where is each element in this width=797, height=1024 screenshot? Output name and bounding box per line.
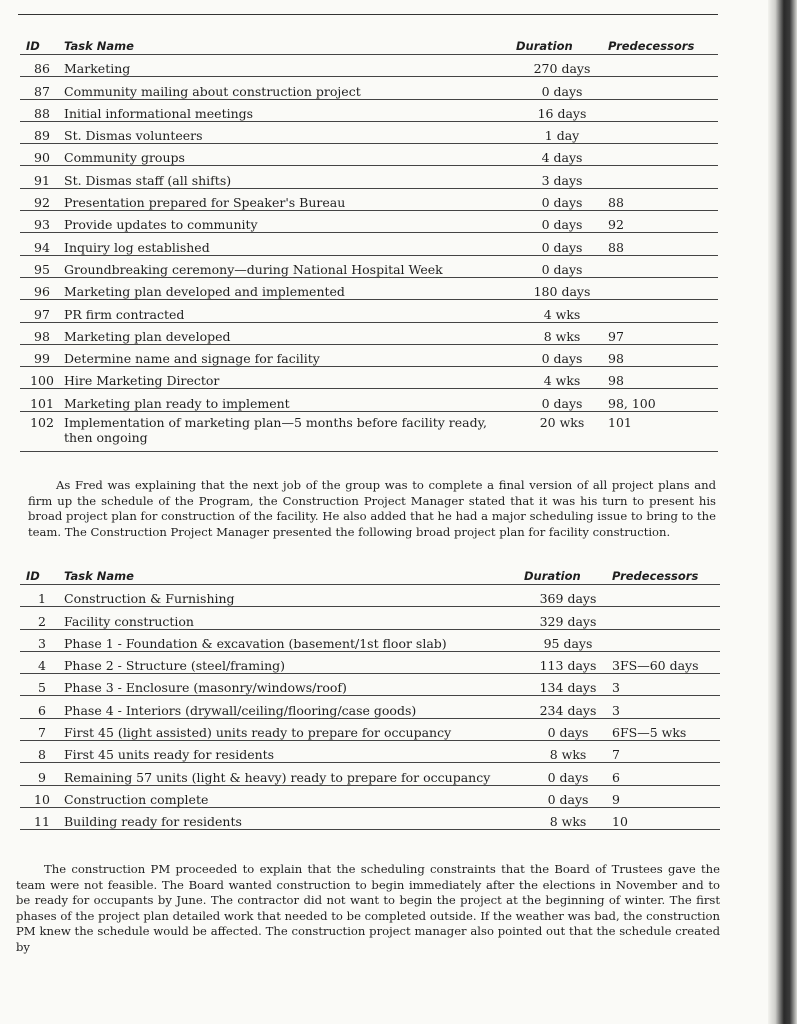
table-row: [20, 99, 718, 121]
header-duration: Duration: [524, 569, 581, 583]
task-duration: 4 days: [516, 144, 608, 166]
table-row: [20, 389, 718, 411]
task-id: 88: [20, 99, 64, 121]
table-row: [20, 807, 720, 829]
task-id: 97: [20, 300, 64, 322]
task-id: 91: [20, 166, 64, 188]
task-id: 102: [20, 411, 64, 451]
top-rule: [18, 14, 718, 15]
table-row: [20, 166, 718, 188]
task-name: Phase 3 - Enclosure (masonry/windows/roof): [64, 674, 524, 696]
task-id: 4: [20, 651, 64, 673]
task-predecessors: [608, 255, 718, 277]
task-id: 92: [20, 188, 64, 210]
table-row: [20, 607, 720, 629]
table-header-row: [20, 34, 718, 55]
task-name: Provide updates to community: [64, 211, 516, 233]
task-name: Phase 1 - Foundation & excavation (basement/1st floor slab): [64, 629, 524, 651]
task-predecessors: 97: [608, 322, 718, 344]
task-predecessors: 6: [612, 763, 720, 785]
task-name: Phase 4 - Interiors (drywall/ceiling/flooring/case goods): [64, 696, 524, 718]
task-id: 101: [20, 389, 64, 411]
task-predecessors: 3: [612, 696, 720, 718]
table-row: [20, 233, 718, 255]
task-name: St. Dismas staff (all shifts): [64, 166, 516, 188]
task-id: 96: [20, 277, 64, 299]
table-row: [20, 741, 720, 763]
table-row: [20, 188, 718, 210]
task-duration: 0 days: [516, 188, 608, 210]
task-duration: 8 wks: [524, 741, 612, 763]
task-id: 8: [20, 741, 64, 763]
table-row: [20, 300, 718, 322]
task-predecessors: 9: [612, 785, 720, 807]
table-row: [20, 121, 718, 143]
task-duration: 0 days: [524, 718, 612, 740]
task-name: Building ready for residents: [64, 807, 524, 829]
task-name: St. Dismas volunteers: [64, 121, 516, 143]
task-id: 1: [20, 585, 64, 607]
task-duration: 0 days: [516, 77, 608, 99]
task-id: 11: [20, 807, 64, 829]
header-task-name: Task Name: [64, 39, 134, 53]
task-name: Determine name and signage for facility: [64, 344, 516, 366]
task-id: 100: [20, 367, 64, 389]
task-id: 89: [20, 121, 64, 143]
task-name: Hire Marketing Director: [64, 367, 516, 389]
table-row: [20, 585, 720, 607]
task-name: Groundbreaking ceremony—during National Hospital Week: [64, 255, 516, 277]
task-id: 87: [20, 77, 64, 99]
table-row: [20, 696, 720, 718]
task-duration: 8 wks: [524, 807, 612, 829]
task-predecessors: 98: [608, 367, 718, 389]
task-predecessors: 98, 100: [608, 389, 718, 411]
task-name: Marketing plan developed: [64, 322, 516, 344]
task-name: Presentation prepared for Speaker's Bureau: [64, 188, 516, 210]
task-duration: 329 days: [524, 607, 612, 629]
task-id: 7: [20, 718, 64, 740]
table-row: [20, 211, 718, 233]
table-row: [20, 674, 720, 696]
table-row: [20, 785, 720, 807]
task-name: Inquiry log established: [64, 233, 516, 255]
task-id: 93: [20, 211, 64, 233]
task-id: 2: [20, 607, 64, 629]
task-predecessors: [608, 55, 718, 77]
task-name: Implementation of marketing plan—5 months before facility ready, then ongoing: [64, 411, 516, 451]
task-name: Construction & Furnishing: [64, 585, 524, 607]
task-name: Phase 2 - Structure (steel/framing): [64, 651, 524, 673]
task-duration: 0 days: [516, 211, 608, 233]
task-predecessors: [608, 99, 718, 121]
table-row: [20, 277, 718, 299]
task-name: First 45 (light assisted) units ready to prepare for occupancy: [64, 718, 524, 740]
task-predecessors: [608, 300, 718, 322]
table-row: [20, 55, 718, 77]
task-duration: 3 days: [516, 166, 608, 188]
task-predecessors: 7: [612, 741, 720, 763]
scheduling-paragraph: The construction PM proceeded to explain that the scheduling constraints that the Board of Trustees gave the team were not feasible. The Board wanted construction to begin immediately after the elections in November and to be ready for occupants by June. The contractor did not want to begin the project at the beginning of winter. The first phases of the project plan detailed work that needed to be completed outside. If the weather was bad, the construction PM knew the schedule would be affected. The construction project manager also pointed out that the schedule created by: [16, 862, 720, 954]
table-row: [20, 718, 720, 740]
task-duration: 180 days: [516, 277, 608, 299]
task-duration: 0 days: [516, 255, 608, 277]
task-duration: 20 wks: [516, 411, 608, 451]
table-row: [20, 344, 718, 366]
task-predecessors: [608, 166, 718, 188]
task-predecessors: [612, 585, 720, 607]
task-predecessors: [612, 607, 720, 629]
task-id: 86: [20, 55, 64, 77]
task-name: Facility construction: [64, 607, 524, 629]
task-duration: 234 days: [524, 696, 612, 718]
task-predecessors: 92: [608, 211, 718, 233]
task-name: Construction complete: [64, 785, 524, 807]
table-row: [20, 367, 718, 389]
task-name: Community mailing about construction project: [64, 77, 516, 99]
table-row: [20, 255, 718, 277]
task-duration: 1 day: [516, 121, 608, 143]
task-name: Marketing plan developed and implemented: [64, 277, 516, 299]
construction-task-table: [20, 564, 720, 830]
task-duration: 8 wks: [516, 322, 608, 344]
scanned-page-edge: [768, 0, 797, 1024]
task-name: Marketing plan ready to implement: [64, 389, 516, 411]
table-row: [20, 411, 718, 451]
task-id: 98: [20, 322, 64, 344]
task-name: Initial informational meetings: [64, 99, 516, 121]
task-predecessors: [608, 144, 718, 166]
task-duration: 95 days: [524, 629, 612, 651]
task-name: Marketing: [64, 55, 516, 77]
task-duration: 113 days: [524, 651, 612, 673]
table-row: [20, 144, 718, 166]
task-predecessors: 6FS—5 wks: [612, 718, 720, 740]
task-id: 9: [20, 763, 64, 785]
task-duration: 4 wks: [516, 367, 608, 389]
task-predecessors: [608, 277, 718, 299]
header-predecessors: Predecessors: [608, 39, 695, 53]
task-duration: 16 days: [516, 99, 608, 121]
table-row: [20, 77, 718, 99]
task-duration: 0 days: [524, 785, 612, 807]
header-id: ID: [26, 39, 40, 53]
header-duration: Duration: [516, 39, 573, 53]
task-id: 10: [20, 785, 64, 807]
task-duration: 134 days: [524, 674, 612, 696]
task-predecessors: [612, 629, 720, 651]
header-task-name: Task Name: [64, 569, 134, 583]
task-id: 99: [20, 344, 64, 366]
table-row: [20, 629, 720, 651]
task-predecessors: [608, 121, 718, 143]
task-id: 90: [20, 144, 64, 166]
table-row: [20, 651, 720, 673]
task-duration: 0 days: [516, 344, 608, 366]
task-id: 95: [20, 255, 64, 277]
header-predecessors: Predecessors: [612, 569, 699, 583]
explanation-paragraph: As Fred was explaining that the next job of the group was to complete a final version of all project plans and firm up the schedule of the Program, the Construction Project Manager stated that it was his turn to present his broad project plan for construction of the facility. He also added that he had a major scheduling issue to bring to the team. The Construction Project Manager presented the following broad project plan for facility construction.: [28, 478, 716, 539]
task-predecessors: 88: [608, 188, 718, 210]
task-predecessors: 88: [608, 233, 718, 255]
task-id: 3: [20, 629, 64, 651]
task-id: 94: [20, 233, 64, 255]
task-predecessors: 98: [608, 344, 718, 366]
table-header-row: [20, 564, 720, 585]
task-id: 6: [20, 696, 64, 718]
task-duration: 369 days: [524, 585, 612, 607]
task-predecessors: 10: [612, 807, 720, 829]
task-predecessors: 101: [608, 411, 718, 451]
header-id: ID: [26, 569, 40, 583]
task-predecessors: 3: [612, 674, 720, 696]
task-duration: 270 days: [516, 55, 608, 77]
task-id: 5: [20, 674, 64, 696]
task-duration: 0 days: [516, 389, 608, 411]
marketing-task-table: [20, 34, 718, 452]
task-duration: 0 days: [516, 233, 608, 255]
task-predecessors: [608, 77, 718, 99]
table-row: [20, 322, 718, 344]
table-row: [20, 763, 720, 785]
task-duration: 4 wks: [516, 300, 608, 322]
task-predecessors: 3FS—60 days: [612, 651, 720, 673]
task-name: First 45 units ready for residents: [64, 741, 524, 763]
task-duration: 0 days: [524, 763, 612, 785]
task-name: Community groups: [64, 144, 516, 166]
task-name: PR firm contracted: [64, 300, 516, 322]
task-name: Remaining 57 units (light & heavy) ready to prepare for occupancy: [64, 763, 524, 785]
